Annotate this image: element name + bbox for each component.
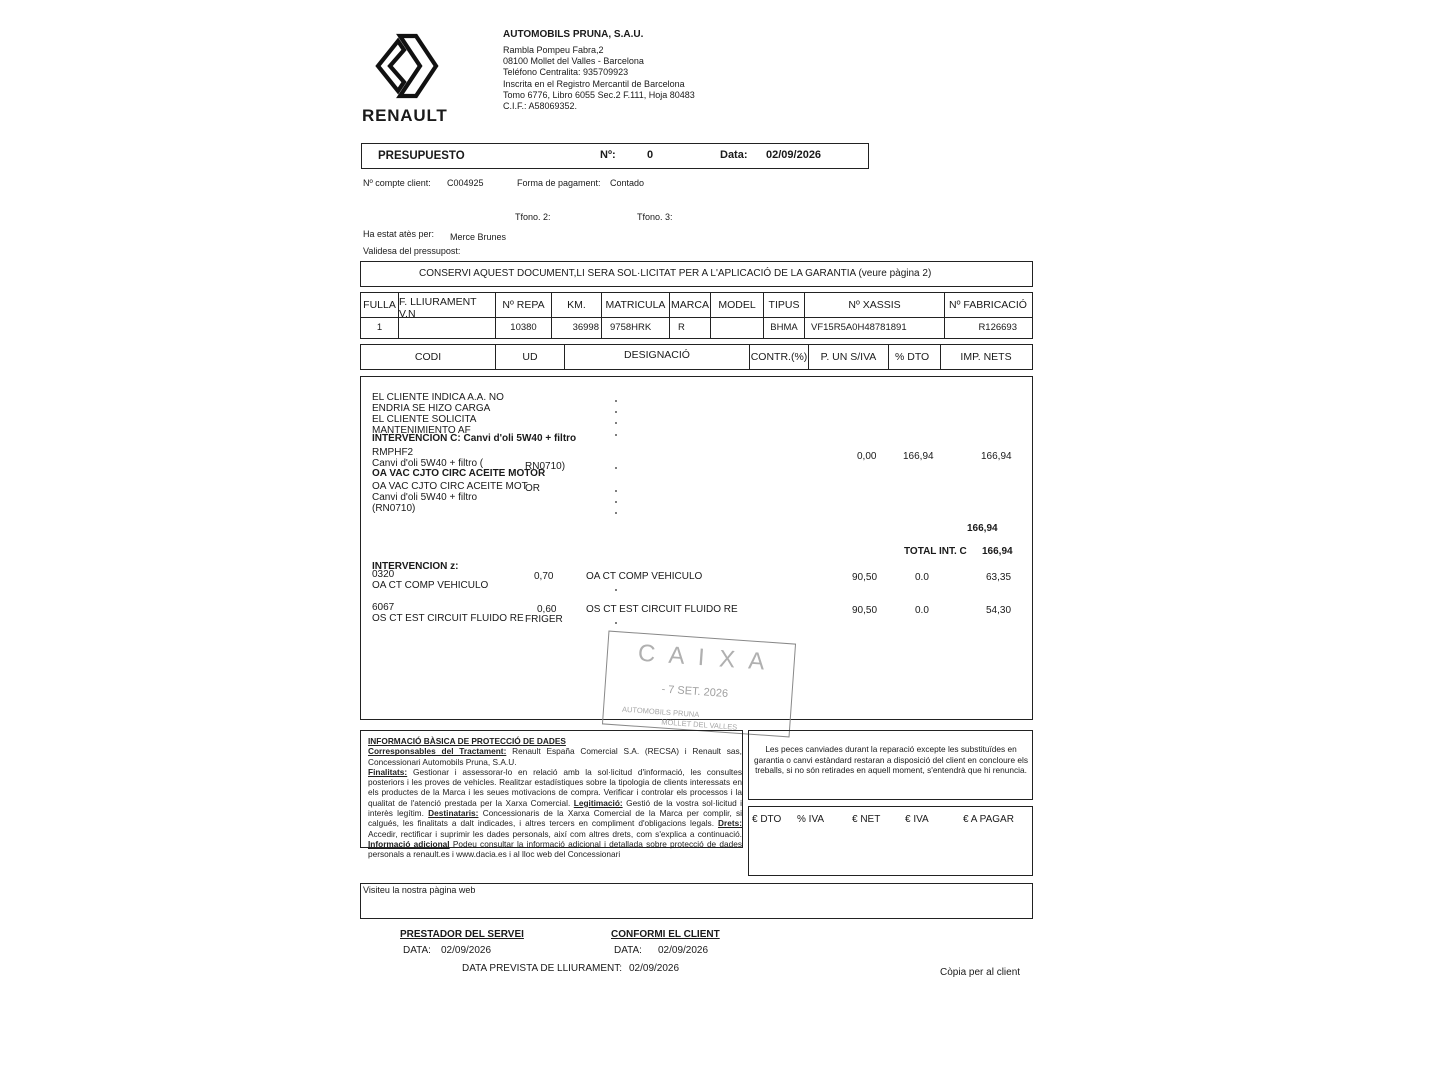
attended-label: Ha estat atès per: bbox=[363, 229, 435, 239]
client-sign-label: CONFORMI EL CLIENT bbox=[611, 929, 720, 940]
protection-leg-text: Gestió de la vostra sol·licitud i interès legítim. bbox=[368, 797, 742, 819]
subtotal-c: 166,94 bbox=[967, 523, 998, 534]
company-phone: Teléfono Centralita: 935709923 bbox=[503, 67, 629, 77]
total-int-c-value: 166,94 bbox=[982, 546, 1013, 557]
item2-code: 0320 bbox=[372, 569, 395, 580]
total-int-c-label: TOTAL INT. C bbox=[904, 546, 967, 557]
protection-resp-label: Corresponsables del Tractament: bbox=[368, 746, 507, 757]
item1-desc-a: Canvi d'oli 5W40 + filtro ( bbox=[372, 458, 484, 469]
protection-dest-label: Destinataris: bbox=[428, 808, 479, 819]
parts-notice-text: Les peces canviades durant la reparació excepte les substituïdes en garantia o canvi estàndard restaran a disposició del client en concloure els treballs, si no són retirades en aquell moment, s'entendrà que hi renuncia. bbox=[754, 744, 1028, 775]
item2-qty: 0,70 bbox=[534, 571, 554, 582]
totals-col-a-pagar: € A PAGAR bbox=[963, 814, 1014, 825]
item1-code: RMPHF2 bbox=[372, 447, 414, 458]
quote-date-label: Data: bbox=[720, 149, 748, 161]
protection-add-label: Informació adicional bbox=[368, 838, 450, 849]
client-date-value: 02/09/2026 bbox=[658, 945, 709, 956]
item3-qty-cont: FRIGER bbox=[525, 614, 563, 625]
separator-dot bbox=[615, 622, 617, 624]
quote-date-value: 02/09/2026 bbox=[766, 149, 822, 161]
client-date-label: DATA: bbox=[614, 945, 642, 956]
separator-dot bbox=[615, 434, 617, 436]
vehicle-table-header bbox=[361, 293, 1032, 318]
totals-col-iva-pct: % IVA bbox=[797, 814, 825, 825]
val-f-lliurament bbox=[399, 317, 496, 338]
company-address-2: 08100 Mollet del Valles - Barcelona bbox=[503, 56, 644, 66]
col-marca: MARCA bbox=[670, 293, 711, 317]
item2-price: 90,50 bbox=[852, 572, 878, 583]
payment-value: Contado bbox=[610, 178, 645, 188]
protection-add-text: Podeu consultar la informació adicional i detallada sobre protecció de dades personals a renault.es i www.dacia.es i al lloc web del Concessionari bbox=[368, 838, 742, 860]
item1-desc-d: Canvi d'oli 5W40 + filtro bbox=[372, 492, 478, 503]
separator-dot bbox=[615, 490, 617, 492]
items-col-pun: P. UN S/IVA bbox=[809, 345, 889, 369]
provider-date-value: 02/09/2026 bbox=[441, 945, 492, 956]
protection-leg-label: Legitimació: bbox=[573, 797, 623, 808]
item1-desc-c-cont: OR bbox=[525, 483, 540, 494]
quote-number-value: 0 bbox=[647, 149, 654, 161]
renault-logo bbox=[360, 32, 468, 126]
item1-desc-b: OA VAC CJTO CIRC ACEITE MOTOR bbox=[372, 468, 546, 479]
col-xassis: Nº XASSIS bbox=[805, 293, 945, 317]
val-tipus: BHMA bbox=[764, 317, 805, 338]
col-km: KM. bbox=[552, 293, 602, 317]
stamp-title: C A I X A bbox=[637, 639, 770, 676]
items-col-designacio: DESIGNACIÓ bbox=[565, 345, 750, 369]
item3-designacio: OS CT EST CIRCUIT FLUIDO RE bbox=[586, 604, 738, 615]
company-cif: C.I.F.: A58069352. bbox=[503, 101, 578, 111]
item3-code: 6067 bbox=[372, 602, 395, 613]
items-header bbox=[360, 344, 1033, 370]
account-label: Nº compte client: bbox=[363, 178, 431, 188]
col-tipus: TIPUS bbox=[764, 293, 805, 317]
note-line-3: EL CLIENTE SOLICITA bbox=[372, 414, 477, 425]
val-model bbox=[711, 317, 764, 338]
protection-rights-label: Drets: bbox=[718, 818, 742, 829]
col-fulla: FULLA bbox=[361, 293, 399, 317]
item3-dto: 0.0 bbox=[915, 605, 929, 616]
provider-date-label: DATA: bbox=[403, 945, 431, 956]
val-matricula: 9758HRK bbox=[602, 317, 670, 338]
delivery-date-value: 02/09/2026 bbox=[629, 963, 680, 974]
validity-label: Validesa del pressupost: bbox=[363, 246, 461, 256]
separator-dot bbox=[615, 411, 617, 413]
quote-title: PRESUPUESTO bbox=[378, 150, 465, 162]
protection-rights-text: Accedir, rectificar i suprimir les dades personals, així com altres drets, com s'explica a continuació. bbox=[368, 828, 742, 839]
vehicle-table bbox=[360, 292, 1033, 339]
provider-label: PRESTADOR DEL SERVEI bbox=[400, 929, 524, 940]
company-address-1: Rambla Pompeu Fabra,2 bbox=[503, 45, 604, 55]
protection-title: INFORMACIÓ BÀSICA DE PROTECCIÓ DE DADES bbox=[368, 736, 566, 746]
items-col-codi: CODI bbox=[361, 345, 496, 369]
item3-price: 90,50 bbox=[852, 605, 878, 616]
col-model: MODEL bbox=[711, 293, 764, 317]
totals-box bbox=[748, 806, 1033, 876]
attended-value: Merce Brunes bbox=[450, 232, 507, 242]
company-name: AUTOMOBILS PRUNA, S.A.U. bbox=[503, 29, 644, 40]
item3-qty: 0,60 bbox=[537, 604, 557, 615]
col-num-repa: Nº REPA bbox=[496, 293, 552, 317]
val-fulla: 1 bbox=[361, 317, 399, 338]
item2-dto: 0.0 bbox=[915, 572, 929, 583]
item1-net: 166,94 bbox=[981, 451, 1012, 462]
quote-number-label: Nº: bbox=[600, 149, 616, 161]
intervencion-z-title: INTERVENCION z: bbox=[372, 561, 459, 572]
item2-net: 63,35 bbox=[986, 572, 1012, 583]
item1-price: 0,00 bbox=[857, 451, 877, 462]
totals-col-dto: € DTO bbox=[752, 814, 782, 825]
items-col-dto: % DTO bbox=[889, 345, 941, 369]
items-col-contr: CONTR.(%) bbox=[750, 345, 809, 369]
item3-desc: OS CT EST CIRCUIT FLUIDO RE bbox=[372, 613, 524, 624]
parts-notice-box bbox=[748, 730, 1033, 800]
stamp-company: AUTOMOBILS PRUNA bbox=[621, 704, 700, 720]
stamp-date: - 7 SET. 2026 bbox=[661, 683, 729, 701]
separator-dot bbox=[615, 400, 617, 402]
item2-designacio: OA CT COMP VEHICULO bbox=[586, 571, 703, 582]
stamp-city: MOLLET DEL VALLES bbox=[660, 717, 738, 732]
item3-net: 54,30 bbox=[986, 605, 1012, 616]
warranty-notice-text: CONSERVI AQUEST DOCUMENT,LI SERA SOL·LICITAT PER A L'APLICACIÓ DE LA GARANTIA (veure pàgina 2) bbox=[419, 268, 932, 279]
company-registry-2: Tomo 6776, Libro 6055 Sec.2 F.111, Hoja 80483 bbox=[503, 90, 695, 100]
item2-desc: OA CT COMP VEHICULO bbox=[372, 580, 489, 591]
separator-dot bbox=[615, 467, 617, 469]
val-km: 36998 bbox=[552, 317, 602, 338]
company-registry-1: Inscrita en el Registro Mercantil de Barcelona bbox=[503, 79, 685, 89]
protection-fin-text: Gestionar i assessorar-lo en relació amb la sol·licitud d'informació, les consultes posteriors i les proves de vehicles. Realitzar estadístiques sobre la tipologia de clients interessats en els productes de la Marca i les seues motivacions de compra. Verificar i controlar els processos i la qualitat de l'atenció prestada per la Xarxa Comercial. bbox=[368, 766, 742, 808]
val-num-repa: 10380 bbox=[496, 317, 552, 338]
cash-stamp bbox=[602, 631, 796, 738]
note-line-1: EL CLIENTE INDICA A.A. NO bbox=[372, 392, 504, 403]
separator-dot bbox=[615, 422, 617, 424]
warranty-notice-box bbox=[360, 261, 1033, 287]
renault-diamond-icon bbox=[360, 32, 468, 102]
item1-desc-c: OA VAC CJTO CIRC ACEITE MOT bbox=[372, 481, 528, 492]
copy-label: Còpia per al client bbox=[940, 967, 1021, 978]
note-line-2: ENDRIA SE HIZO CARGA bbox=[372, 403, 491, 414]
account-value: C004925 bbox=[447, 178, 484, 188]
tfono2-label: Tfono. 2: bbox=[515, 212, 551, 222]
quote-header-box bbox=[361, 143, 869, 169]
delivery-date-label: DATA PREVISTA DE LLIURAMENT: bbox=[462, 963, 623, 974]
totals-col-net: € NET bbox=[852, 814, 881, 825]
item1-desc-e: (RN0710) bbox=[372, 503, 416, 514]
items-col-imp-nets: IMP. NETS bbox=[960, 351, 1012, 363]
val-marca: R bbox=[670, 317, 711, 338]
brand-name: RENAULT bbox=[362, 106, 448, 125]
website-label: Visiteu la nostra pàgina web bbox=[363, 885, 476, 895]
note-line-4: MANTENIMIENTO AF bbox=[372, 425, 471, 436]
protection-resp-text: Renault España Comercial S.A. (RECSA) i Renault sas, Concessionari Automobils Pruna, S.A.U. bbox=[368, 746, 742, 767]
col-f-lliurament: F. LLIURAMENT V.N bbox=[399, 293, 496, 317]
tfono3-label: Tfono. 3: bbox=[637, 212, 673, 222]
totals-col-iva: € IVA bbox=[905, 814, 929, 825]
protection-dest-text: Concessionaris de la Xarxa Comercial de la Marca per complir, si calgués, les finalitats a dalt indicades, i altres tercers en compliment d'obligacions legals. bbox=[368, 808, 742, 829]
protection-fin-label: Finalitats: bbox=[368, 766, 408, 777]
payment-label: Forma de pagament: bbox=[517, 178, 601, 188]
separator-dot bbox=[615, 501, 617, 503]
separator-dot bbox=[615, 589, 617, 591]
item1-dto: 166,94 bbox=[903, 451, 934, 462]
items-col-ud: UD bbox=[496, 345, 565, 369]
website-box bbox=[360, 883, 1033, 919]
intervencion-c-title: INTERVENCION C: Canvi d'oli 5W40 + filtro bbox=[372, 433, 577, 444]
val-fabricacio: R126693 bbox=[978, 322, 1017, 333]
item1-desc-a-cont: RN0710) bbox=[525, 461, 566, 472]
col-fabricacio: Nº FABRICACIÓ bbox=[949, 299, 1027, 311]
col-matricula: MATRICULA bbox=[602, 293, 670, 317]
separator-dot bbox=[615, 512, 617, 514]
val-xassis: VF15R5A0H48781891 bbox=[805, 317, 945, 338]
data-protection-text bbox=[368, 736, 742, 860]
vehicle-table-values bbox=[361, 317, 1032, 338]
